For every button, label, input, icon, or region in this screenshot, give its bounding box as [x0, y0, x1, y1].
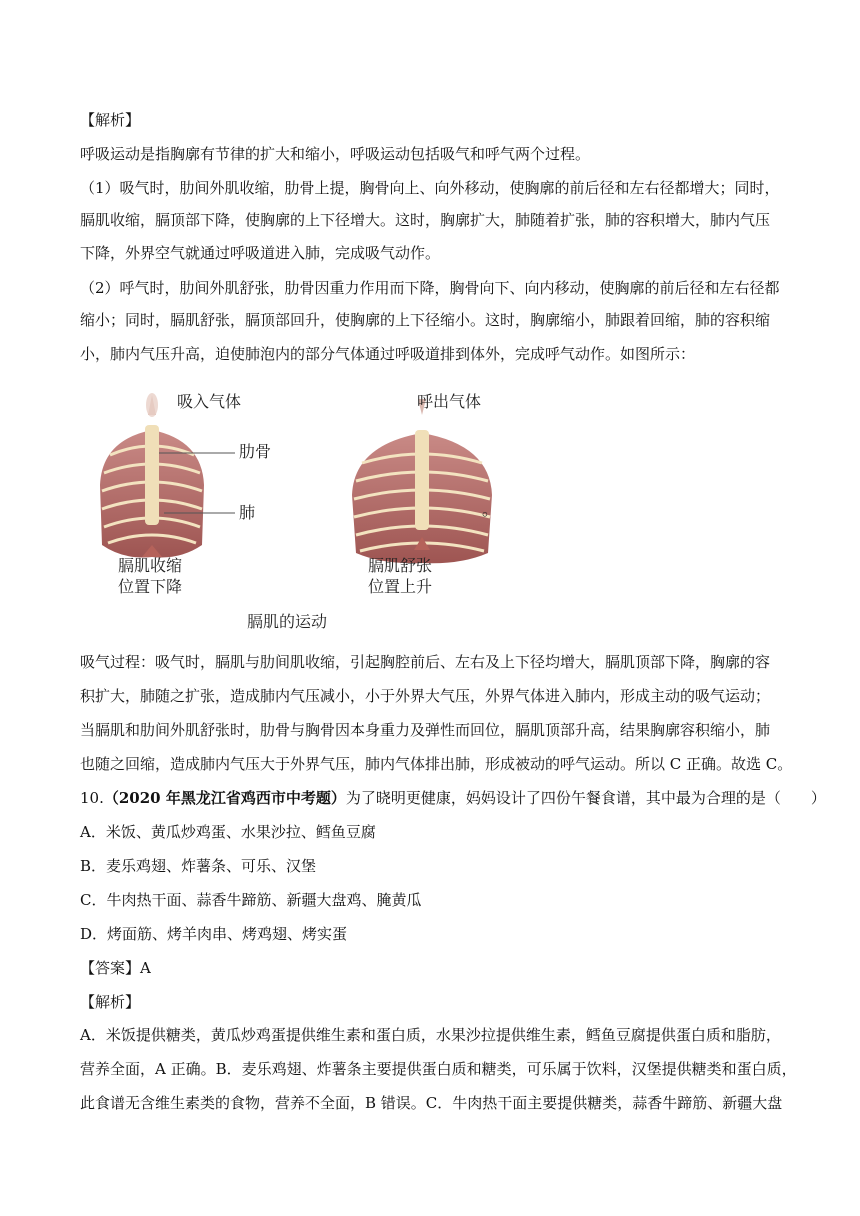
option-b: B．麦乐鸡翅、炸薯条、可乐、汉堡 [80, 857, 317, 875]
option-c: C．牛肉热干面、蒜香牛蹄筋、新疆大盘鸡、腌黄瓜 [80, 891, 422, 909]
ribcage-exhale-illustration [352, 399, 492, 563]
paragraph-inhale-line: （1）吸气时，肋间外肌收缩，肋骨上提，胸骨向上、向外移动，使胸廓的前后径和左右径都增大；同时， [80, 179, 780, 197]
left-caption-2: 位置下降 [118, 577, 183, 596]
left-caption-1: 膈肌收缩 [118, 556, 183, 575]
answer: 【答案】A [80, 959, 151, 977]
right-caption-1: 膈肌舒张 [368, 556, 433, 575]
question-stem: 为了晓明更健康，妈妈设计了四份午餐食谱，其中最为合理的是（ ） [345, 789, 826, 807]
option-a: A．米饭、黄瓜炒鸡蛋、水果沙拉、鳕鱼豆腐 [80, 823, 376, 841]
figure-title: 膈肌的运动 [247, 612, 328, 631]
analysis-heading-2: 【解析】 [80, 993, 141, 1011]
paragraph-summary-line: 当膈肌和肋间外肌舒张时，肋骨与胸骨因本身重力及弹性而回位，膈肌顶部升高，结果胸廓容积缩小，肺 [80, 721, 771, 739]
paragraph-intro: 呼吸运动是指胸廓有节律的扩大和缩小，呼吸运动包括吸气和呼气两个过程。 [80, 145, 591, 163]
question-10 [80, 788, 826, 808]
paragraph-summary-line: 吸气过程：吸气时，膈肌与肋间肌收缩，引起胸腔前后、左右及上下径均增大，膈肌顶部下降，胸廓的容 [80, 653, 771, 671]
exhale-label: 呼出气体 [417, 392, 482, 411]
question-number: 10. [80, 789, 104, 807]
paragraph-explanation-line: A．米饭提供糖类，黄瓜炒鸡蛋提供维生素和蛋白质，水果沙拉提供维生素，鳕鱼豆腐提供蛋白质和脂肪， [80, 1026, 781, 1044]
question-source: （2020 年黑龙江省鸡西市中考题） [103, 789, 346, 807]
right-caption-2: 位置上升 [368, 577, 433, 596]
rib-label: 肋骨 [239, 442, 272, 461]
lung-label: 肺 [239, 503, 256, 522]
paragraph-explanation-line: 营养全面，A 正确。B．麦乐鸡翅、炸薯条主要提供蛋白质和糖类，可乐属于饮料，汉堡提供糖类和蛋白质， [80, 1060, 797, 1078]
paragraph-inhale-line: 下降，外界空气就通过呼吸道进入肺，完成吸气动作。 [80, 244, 441, 262]
paragraph-summary-line: 积扩大，肺随之扩张，造成肺内气压减小，小于外界大气压，外界气体进入肺内，形成主动的吸气运动； [80, 687, 771, 705]
option-d: D．烤面筋、烤羊肉串、烤鸡翅、烤实蛋 [80, 925, 348, 943]
paragraph-exhale-line: 小，肺内气压升高，迫使肺泡内的部分气体通过呼吸道排到体外，完成呼气动作。如图所示： [80, 345, 696, 363]
inhale-label: 吸入气体 [177, 392, 242, 411]
paragraph-exhale-line: （2）呼气时，肋间外肌舒张，肋骨因重力作用而下降，胸骨向下、向内移动，使胸廓的前后径和左右径都 [80, 279, 780, 297]
diaphragm-movement-figure [80, 385, 500, 635]
sternum [145, 425, 159, 525]
ribcage-inhale-illustration [100, 393, 235, 558]
figure-trailing-dot: 。 [482, 500, 499, 519]
paragraph-exhale-line: 缩小；同时，膈肌舒张，膈顶部回升，使胸廓的上下径缩小。这时，胸廓缩小，肺跟着回缩，肺的容积缩 [80, 311, 771, 329]
analysis-heading: 【解析】 [80, 111, 141, 129]
paragraph-summary-line: 也随之回缩，造成肺内气压大于外界气压，肺内气体排出肺，形成被动的呼气运动。所以 C 正确。故选 C。 [80, 755, 793, 773]
paragraph-inhale-line: 膈肌收缩，膈顶部下降，使胸廓的上下径增大。这时，胸廓扩大，肺随着扩张，肺的容积增大，肺内气压 [80, 211, 771, 229]
paragraph-explanation-line: 此食谱无含维生素类的食物，营养不全面，B 错误。C．牛肉热干面主要提供糖类，蒜香牛蹄筋、新疆大盘 [80, 1094, 783, 1112]
